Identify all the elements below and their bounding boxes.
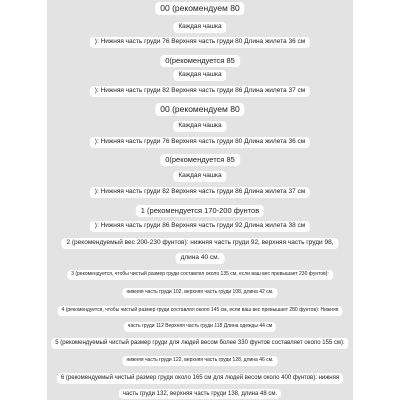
size-line: Каждая чашка — [173, 22, 226, 33]
size-line: часть груди 112 Верхняя часть груди 118 Длина одежды 44 см — [124, 322, 276, 332]
size-line: 3 (рекомендуется, чтобы чистый размер груди составлял около 135 см, если ваш вес превышает 230 фунтов): — [67, 270, 333, 280]
size-chart-panel — [47, 0, 353, 400]
size-line: ): Нижняя часть груди 76 Верхняя часть груди 80 Длина жилета 36 см — [90, 37, 310, 48]
size-line: ): Нижняя часть груди 76 Верхняя часть груди 80 Длина жилета 36 см — [90, 137, 310, 148]
size-line: ): Нижняя часть груди 86 Верхняя часть груди 92 Длина жилета 38 см — [90, 221, 310, 232]
size-line: нижняя часть груди 122, верхняя часть груди 128, длина 46 см. — [122, 356, 277, 366]
size-line: Каждая чашка — [173, 171, 226, 182]
size-line: 2 (рекомендуемый вес 200-230 фунтов): нижняя часть груди 92, верхняя часть груди 98, — [61, 238, 338, 249]
size-line: ): Нижняя часть груди 82 Верхняя часть груди 86 Длина жилета 37 см — [90, 86, 310, 97]
size-line: 4 (рекомендуется, чтобы чистый размер груди составлял около 145 см, если ваш вес превышает 280 фунтов): Нижняя — [58, 306, 343, 316]
size-line: Каждая чашка — [173, 70, 226, 81]
size-line: ): Нижняя часть груди 82 Верхняя часть груди 86 Длина жилета 37 см — [90, 187, 310, 198]
size-line: часть груди 132, верхняя часть груди 138, длина 48 см. — [119, 389, 281, 399]
size-line: нижняя часть груди 102, верхняя часть груди 108, длина 42 см. — [122, 288, 277, 298]
size-line: Каждая чашка — [173, 121, 226, 132]
size-line: 6 (рекомендуемый чистый размер груди около 165 см для людей весом около 400 фунтов): нижняя — [57, 373, 343, 384]
size-line: 00 (рекомендуем 80 — [155, 103, 244, 116]
size-line: 1 (рекомендуется 170-200 фунтов — [136, 205, 264, 217]
size-line: 00 (рекомендуем 80 — [155, 2, 244, 15]
size-line: длина 40 см. — [176, 253, 225, 264]
size-line: 0(рекомендуется 85 — [160, 55, 240, 67]
size-line: 0(рекомендуется 85 — [160, 154, 240, 166]
size-line: 5 (рекомендуемый чистый размер груди для людей весом более 330 фунтов составляет около 155 см): — [51, 338, 348, 349]
